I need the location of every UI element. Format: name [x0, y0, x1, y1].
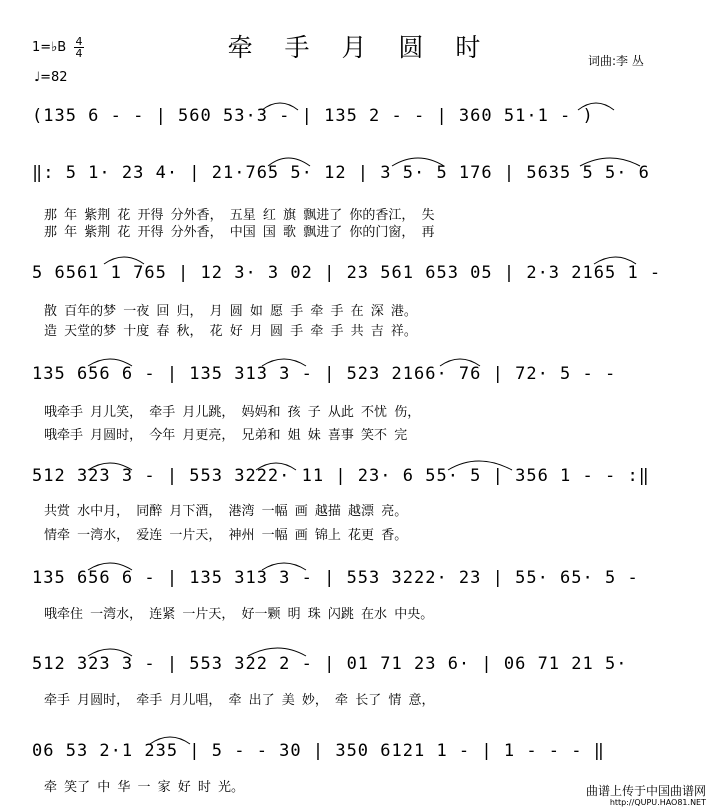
- lyricist-composer: 词曲:李 丛: [588, 54, 644, 68]
- lyric-line: 那 年 紫荆 花 开得 分外香， 中国 国 歌 飘进了 你的门窗， 再: [44, 225, 435, 240]
- staff-line-3: 5 6561 1 765 | 12 3· 3 02 | 23 561 653 05 | 2·3 2165 1 -: [32, 263, 662, 283]
- lyric-line: 哦牵手 月圆时， 今年 月更亮， 兄弟和 姐 妹 喜事 笑不 完: [44, 428, 408, 443]
- staff-line-6: 135 656 6 - | 135 313 3 - | 553 3222· 23 | 55· 65· 5 -: [32, 568, 639, 588]
- staff-line-7: 512 323 3 - | 553 322 2 - | 01 71 23 6· | 06 71 21 5·: [32, 654, 628, 674]
- lyric-line: 哦牵手 月儿笑， 牵手 月儿跳， 妈妈和 孩 子 从此 不忧 伤，: [44, 405, 421, 420]
- lyric-line: 造 天堂的梦 十度 春 秋， 花 好 月 圆 手 牵 手 共 吉 祥。: [44, 324, 417, 339]
- footer-site: 曲谱上传于中国曲谱网: [585, 784, 706, 798]
- lyric-line: 散 百年的梦 一夜 回 归， 月 圆 如 愿 手 牵 手 在 深 港。: [44, 304, 417, 319]
- lyric-line: 牵 笑了 中 华 一 家 好 时 光。: [44, 780, 245, 795]
- lyric-line: 情牵 一湾水， 爱连 一片天， 神州 一幅 画 锦上 花更 香。: [44, 528, 408, 543]
- staff-line-1: (135 6 - - | 560 53·3 - | 135 2 - - | 360 51·1 - ): [32, 106, 594, 126]
- lyric-line: 牵手 月圆时， 牵手 月儿唱， 牵 出了 美 妙， 牵 长了 情 意，: [44, 693, 435, 708]
- meter-top: 4: [75, 35, 83, 48]
- song-title: 牵 手 月 圆 时: [227, 33, 493, 62]
- tempo-marking: ♩=82: [34, 70, 68, 85]
- staff-line-2: ‖: 5 1· 23 4· | 21·765 5· 12 | 3 5· 5 176 | 5635 5 5· 6: [32, 163, 650, 183]
- meter-bottom: 4: [75, 47, 83, 60]
- staff-line-4: 135 656 6 - | 135 313 3 - | 523 2166· 76 | 72· 5 - -: [32, 364, 617, 384]
- lyric-line: 那 年 紫荆 花 开得 分外香， 五星 红 旗 飘进了 你的香江， 失: [44, 208, 435, 223]
- lyric-line: 哦牵住 一湾水， 连紧 一片天， 好一颗 明 珠 闪跳 在水 中央。: [44, 607, 434, 622]
- staff-line-5: 512 323 3 - | 553 3222· 11 | 23· 6 55· 5 | 356 1 - - :‖: [32, 466, 650, 486]
- footer-url: http://QUPU.HAO81.NET: [609, 798, 706, 807]
- lyric-line: 共赏 水中月， 同醉 月下酒， 港湾 一幅 画 越描 越漂 亮。: [44, 504, 408, 519]
- staff-line-8: 06 53 2·1 235 | 5 - - 30 | 350 6121 1 - | 1 - - - ‖: [32, 741, 605, 761]
- key-signature: 1=♭B: [32, 40, 67, 55]
